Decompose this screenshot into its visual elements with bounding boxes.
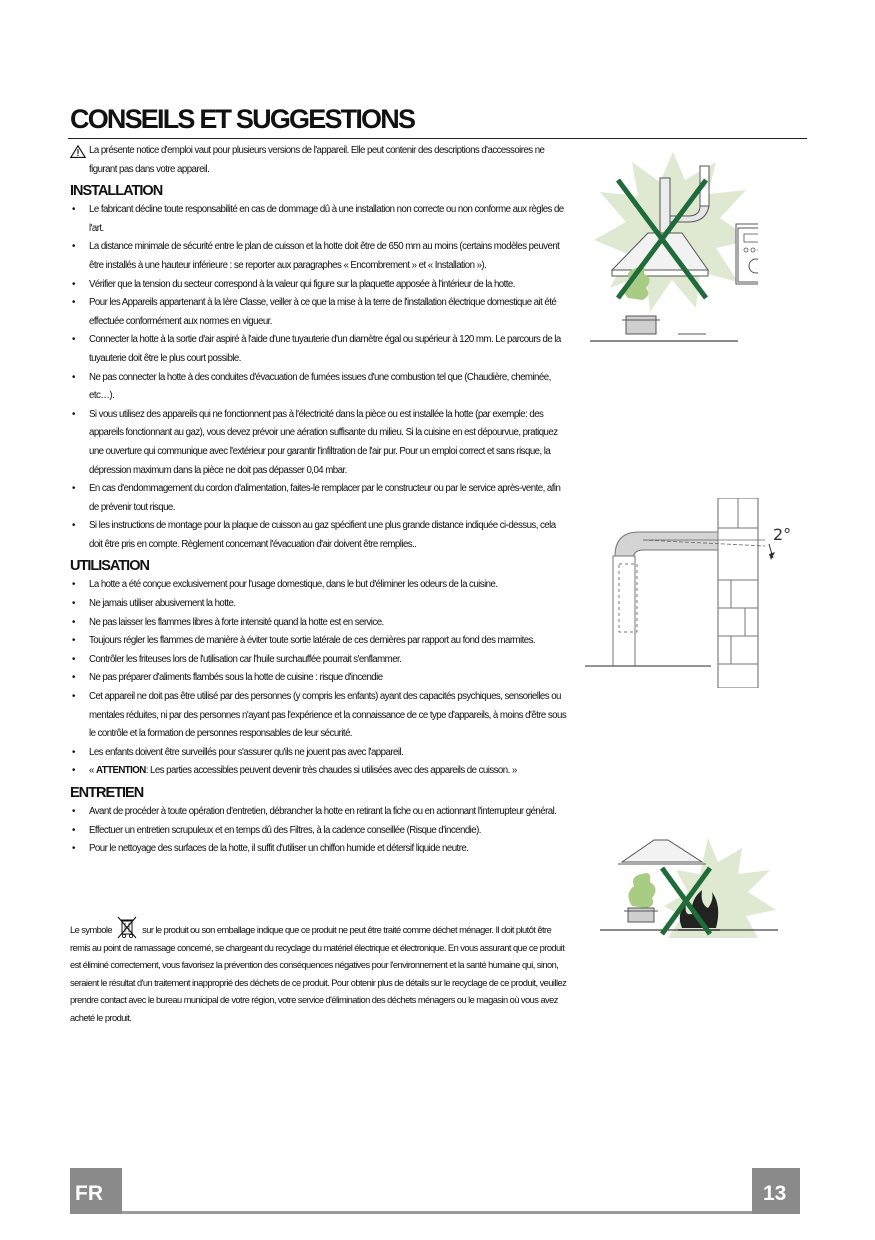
language-badge: FR	[70, 1168, 122, 1214]
warning-icon	[70, 145, 86, 158]
list-item: • Ne pas connecter la hotte à des conduites d'évacuation de fumées issues d'une combustion tel que (Chaudière, cheminée, etc…).	[70, 369, 570, 406]
list-item: • Ne pas laisser les flammes libres à forte intensité quand la hotte est en service.	[70, 614, 570, 633]
utilisation-list	[70, 576, 570, 781]
list-item: • Si vous utilisez des appareils qui ne fonctionnent pas à l'électricité dans la pièce ou est installée la hotte (par exemple: des appareils fonctionnant au gaz), vous devez prévoir une aération suffisante du milieu. Si la cuisine en est dépourvue, pratiquez une ouverture qui communique avec l'extérieur pour garantir l'infiltration de l'air pur. Pour un emploi correct et sans risque, la dépression maximum dans la pièce ne doit pas dépasser 0,04 mbar.	[70, 406, 570, 480]
notice-text: La présente notice d'emploi vaut pour plusieurs versions de l'appareil. Elle peut contenir des descriptions d'accessoires ne figurant pas dans votre appareil.	[89, 145, 545, 175]
list-item: • La hotte a été conçue exclusivement pour l'usage domestique, dans le but d'éliminer les odeurs de la cuisine.	[70, 576, 570, 595]
installation-heading: INSTALLATION	[70, 183, 163, 200]
main-content	[70, 142, 570, 859]
entretien-heading: ENTRETIEN	[70, 785, 144, 801]
list-item: • Vérifier que la tension du secteur correspond à la valeur qui figure sur la plaquette apposée à l'intérieur de la hotte.	[70, 276, 570, 295]
list-item: • Pour les Appareils appartenant à la Ière Classe, veiller à ce que la mise à la terre de l'installation électrique domestique ait été effectuée conformément aux normes en vigueur.	[70, 294, 570, 331]
page-number: 13	[752, 1168, 800, 1214]
list-item: • Effectuer un entretien scrupuleux et en temps dû des Filtres, à la cadence conseillée (Risque d'incendie).	[70, 822, 570, 841]
slope-label: 2°	[773, 525, 792, 544]
list-item: • Avant de procéder à toute opération d'entretien, débrancher la hotte en retirant la fiche ou en actionnant l'interrupteur général.	[70, 803, 570, 822]
list-item: • Contrôler les friteuses lors de l'utilisation car l'huile surchauffée pourrait s'enflammer.	[70, 651, 570, 670]
attention-label: ATTENTION	[95, 765, 146, 777]
figure-duct-slope	[583, 498, 798, 688]
list-item: • Toujours régler les flammes de manière à éviter toute sortie latérale de ces dernières par rapport au fond des marmites.	[70, 632, 570, 651]
list-item: • En cas d'endommagement du cordon d'alimentation, faites-le remplacer par le constructeur ou par le service après-vente, afin de prévenir tout risque.	[70, 480, 570, 517]
list-item: • Pour le nettoyage des surfaces de la hotte, il suffit d'utiliser un chiffon humide et détersif liquide neutre.	[70, 840, 570, 859]
recycling-notice: Le symbole sur le produit ou son emballage indique que ce produit ne peut être traité comme déchet ménager. Il doit plutôt être remis au point de ramassage concerné, se chargeant du recyclage du matériel électrique et électronique. En vous assurant que ce produit est éliminé correctement, vous favorisez la prévention des conséquences négatives pour l'environnement et la santé humaine qui, sinon, seraient le résultat d'un traitement inapproprié des déchets de ce produit. Pour obtenir plus de détails sur le recyclage de ce produit, veuillez prendre contact avec le bureau municipal de votre région, votre service d'élimination des déchets ménagers ou le magasin où vous avez acheté le produit.	[70, 915, 567, 1027]
list-item: • Les enfants doivent être surveillés pour s'assurer qu'ils ne jouent pas avec l'appareil.	[70, 744, 570, 763]
crossed-bin-icon	[114, 915, 140, 939]
burst-shape	[594, 152, 752, 312]
list-item: • Connecter la hotte à la sortie d'air aspiré à l'aide d'une tuyauterie d'un diamètre égal ou supérieur à 120 mm. Le parcours de la tuyauterie doit être le plus court possible.	[70, 331, 570, 368]
list-item: • Ne jamais utiliser abusivement la hotte.	[70, 595, 570, 614]
list-item: • Le fabricant décline toute responsabilité en cas de dommage dû à une installation non correcte ou non conforme aux règles de l'art.	[70, 201, 570, 238]
figure-hood-above-oven	[588, 148, 758, 346]
figure-flame-warning	[598, 830, 780, 940]
footer-rule	[122, 1211, 752, 1214]
list-item: • Si les instructions de montage pour la plaque de cuisson au gaz spécifient une plus grande distance indiquée ci-dessus, cela doit être pris en compte. Règlement concernant l'évacuation d'air doivent être remplies..	[70, 517, 570, 554]
list-item-attention: • « ATTENTION: Les parties accessibles peuvent devenir très chaudes si utilisées avec des appareils de cuisson. »	[70, 762, 570, 781]
page-title: CONSEILS ET SUGGESTIONS	[70, 104, 415, 134]
notice	[70, 142, 570, 179]
list-item: • La distance minimale de sécurité entre le plan de cuisson et la hotte doit être de 650 mm au moins (certains modèles peuvent être installés à une hauteur inférieure : se reporter aux paragraphes « Encombrement » et « Installation »).	[70, 238, 570, 275]
title-rule	[68, 138, 807, 139]
installation-list	[70, 201, 570, 554]
list-item: • Ne pas préparer d'aliments flambés sous la hotte de cuisine : risque d'incendie	[70, 669, 570, 688]
utilisation-heading: UTILISATION	[70, 558, 149, 575]
entretien-list	[70, 803, 570, 859]
list-item: • Cet appareil ne doit pas être utilisé par des personnes (y compris les enfants) ayant des capacités psychiques, sensorielles ou mentales réduites, ni par des personnes n'ayant pas l'expérience et la connaissance de ce type d'appareils, à moins d'être sous le contrôle et la formation de personnes responsables de leur sécurité.	[70, 688, 570, 744]
